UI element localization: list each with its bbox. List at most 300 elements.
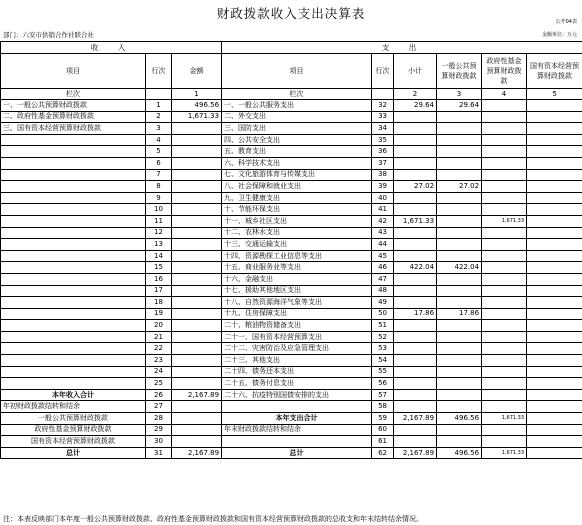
expense-line-cell: 50 (372, 308, 394, 320)
table-row (1, 239, 582, 251)
gov-fund-cell (482, 100, 527, 112)
state-capital-cell (527, 262, 582, 274)
subtotal-cell (394, 227, 437, 239)
table-row (1, 273, 582, 285)
table-row (1, 169, 582, 181)
income-item-cell: 三、国有资本经营预算财政拨款 (1, 123, 146, 135)
general-budget-cell (437, 123, 482, 135)
income-line-cell: 9 (146, 192, 172, 204)
income-amount-cell (172, 343, 222, 355)
general-budget-cell (437, 320, 482, 332)
income-line-cell: 8 (146, 181, 172, 193)
expense-line-cell: 35 (372, 134, 394, 146)
gov-fund-cell (482, 401, 527, 413)
expense-line-cell: 57 (372, 389, 394, 401)
general-budget-header: 一般公共预算财政拨款 (437, 54, 482, 89)
subtotal-cell: 422.04 (394, 262, 437, 274)
gov-fund-cell (482, 227, 527, 239)
income-amount-cell (172, 436, 222, 448)
income-line-cell: 23 (146, 355, 172, 367)
income-item-cell (1, 273, 146, 285)
subtotal-cell: 17.86 (394, 308, 437, 320)
expense-line-cell: 46 (372, 262, 394, 274)
table-row (1, 285, 582, 297)
income-item-cell: 总计 (1, 447, 146, 459)
general-budget-cell (437, 343, 482, 355)
gov-fund-cell (482, 343, 527, 355)
section-header-row (1, 42, 582, 54)
table-row (1, 413, 582, 425)
income-item-cell: 一般公共预算财政拨款 (1, 413, 146, 425)
col2-number: 2 (394, 89, 437, 100)
expense-line-cell: 49 (372, 297, 394, 309)
state-capital-cell (527, 157, 582, 169)
col3-number: 3 (437, 89, 482, 100)
table-row (1, 215, 582, 227)
income-amount-cell (172, 192, 222, 204)
subtotal-cell: 1,671.33 (394, 215, 437, 227)
income-amount-cell (172, 262, 222, 274)
gov-fund-cell (482, 111, 527, 123)
income-item-cell (1, 215, 146, 227)
gov-fund-cell (482, 389, 527, 401)
state-capital-cell (527, 192, 582, 204)
expense-item-cell: 二十三、其他支出 (222, 355, 372, 367)
gov-fund-cell (482, 262, 527, 274)
income-item-cell (1, 169, 146, 181)
subtotal-cell (394, 366, 437, 378)
gov-fund-header: 政府性基金预算财政拨款 (482, 54, 527, 89)
state-capital-cell (527, 343, 582, 355)
expense-line-cell: 58 (372, 401, 394, 413)
form-number: 公开04表 (555, 19, 577, 25)
general-budget-cell (437, 273, 482, 285)
general-budget-cell (437, 157, 482, 169)
expense-item-cell: 年末财政拨款结转和结余 (222, 424, 372, 436)
income-line-cell: 29 (146, 424, 172, 436)
subtotal-cell (394, 169, 437, 181)
state-capital-cell (527, 308, 582, 320)
income-line-cell: 5 (146, 146, 172, 158)
expense-line-cell: 61 (372, 436, 394, 448)
gov-fund-cell (482, 436, 527, 448)
subtotal-cell (394, 297, 437, 309)
gov-fund-cell (482, 169, 527, 181)
income-item-header: 项目 (1, 54, 146, 89)
income-amount-header: 金额 (172, 54, 222, 89)
income-amount-cell (172, 424, 222, 436)
gov-fund-cell (482, 424, 527, 436)
expense-line-cell: 37 (372, 157, 394, 169)
income-amount-cell: 2,167.89 (172, 389, 222, 401)
income-item-cell (1, 297, 146, 309)
income-line-cell: 13 (146, 239, 172, 251)
gov-fund-cell (482, 157, 527, 169)
table-row (1, 447, 582, 459)
expense-item-cell: 二、外交支出 (222, 111, 372, 123)
table-row (1, 262, 582, 274)
expense-line-cell: 45 (372, 250, 394, 262)
table-row (1, 355, 582, 367)
general-budget-cell (437, 436, 482, 448)
gov-fund-cell (482, 331, 527, 343)
income-item-cell (1, 262, 146, 274)
expense-item-cell: 二十、粮油物资储备支出 (222, 320, 372, 332)
gov-fund-cell (482, 146, 527, 158)
expense-item-cell: 十八、自然资源海洋气象等支出 (222, 297, 372, 309)
income-item-cell (1, 355, 146, 367)
gov-fund-cell (482, 250, 527, 262)
subtotal-cell (394, 273, 437, 285)
state-capital-cell (527, 273, 582, 285)
state-capital-cell (527, 378, 582, 390)
income-amount-cell (172, 297, 222, 309)
expense-line-cell: 43 (372, 227, 394, 239)
footnote: 注：本表反映部门本年度一般公共预算财政拨款、政府性基金预算财政拨款和国有资本经营预算财政拨款的总收支和年末结转结余情况。 (3, 515, 423, 523)
gov-fund-cell (482, 320, 527, 332)
expense-item-cell: 本年支出合计 (222, 413, 372, 425)
state-capital-cell (527, 169, 582, 181)
income-item-cell: 二、政府性基金预算财政拨款 (1, 111, 146, 123)
expense-item-cell: 三、国防支出 (222, 123, 372, 135)
income-item-cell: 政府性基金预算财政拨款 (1, 424, 146, 436)
general-budget-cell (437, 331, 482, 343)
income-line-cell: 15 (146, 262, 172, 274)
income-line-cell: 31 (146, 447, 172, 459)
subtotal-cell (394, 146, 437, 158)
income-line-cell: 24 (146, 366, 172, 378)
general-budget-cell (437, 366, 482, 378)
subtotal-cell (394, 401, 437, 413)
subtotal-cell (394, 204, 437, 216)
general-budget-cell (437, 355, 482, 367)
general-budget-cell (437, 250, 482, 262)
state-capital-cell (527, 250, 582, 262)
state-capital-cell (527, 297, 582, 309)
income-line-cell: 21 (146, 331, 172, 343)
income-item-cell (1, 157, 146, 169)
income-line-cell: 16 (146, 273, 172, 285)
general-budget-cell: 29.64 (437, 100, 482, 112)
expense-item-cell: 二十四、债务还本支出 (222, 366, 372, 378)
income-item-cell (1, 227, 146, 239)
expense-item-cell: 十六、金融支出 (222, 273, 372, 285)
gov-fund-cell (482, 134, 527, 146)
gov-fund-cell (482, 285, 527, 297)
gov-fund-cell (482, 123, 527, 135)
state-capital-cell (527, 134, 582, 146)
expense-item-cell: 十四、资源勘探工业信息等支出 (222, 250, 372, 262)
department-label: 部门：六安市供销合作社联合社 (3, 31, 94, 39)
income-item-cell (1, 285, 146, 297)
expense-line-cell: 39 (372, 181, 394, 193)
income-item-cell (1, 366, 146, 378)
table-row (1, 134, 582, 146)
income-line-header: 行次 (146, 54, 172, 89)
income-line-cell: 17 (146, 285, 172, 297)
expense-item-cell: 二十二、灾害防治及应急管理支出 (222, 343, 372, 355)
table-row (1, 227, 582, 239)
income-line-cell: 19 (146, 308, 172, 320)
general-budget-cell: 17.86 (437, 308, 482, 320)
income-amount-cell (172, 273, 222, 285)
income-amount-cell (172, 401, 222, 413)
table-row (1, 308, 582, 320)
expense-item-cell: 十三、交通运输支出 (222, 239, 372, 251)
subtotal-cell (394, 343, 437, 355)
expense-item-cell: 五、教育支出 (222, 146, 372, 158)
general-budget-cell (437, 285, 482, 297)
income-amount-cell (172, 181, 222, 193)
state-capital-cell (527, 447, 582, 459)
income-line-cell: 11 (146, 215, 172, 227)
expense-item-cell: 四、公共安全支出 (222, 134, 372, 146)
table-row (1, 297, 582, 309)
table-row (1, 250, 582, 262)
expense-item-cell: 六、科学技术支出 (222, 157, 372, 169)
gov-fund-cell (482, 378, 527, 390)
state-capital-cell (527, 204, 582, 216)
expense-item-cell: 一、一般公共服务支出 (222, 100, 372, 112)
table-row (1, 378, 582, 390)
state-capital-cell (527, 366, 582, 378)
state-capital-cell (527, 436, 582, 448)
state-capital-cell (527, 111, 582, 123)
subtotal-cell (394, 424, 437, 436)
expense-item-header: 项目 (222, 54, 372, 89)
general-budget-cell (437, 227, 482, 239)
expense-line-cell: 38 (372, 169, 394, 181)
subtotal-cell: 2,167.89 (394, 413, 437, 425)
income-line-cell: 3 (146, 123, 172, 135)
state-capital-cell (527, 181, 582, 193)
general-budget-cell: 422.04 (437, 262, 482, 274)
income-item-cell: 年初财政拨款结转和结余 (1, 401, 146, 413)
general-budget-cell (437, 204, 482, 216)
general-budget-cell: 496.56 (437, 413, 482, 425)
income-item-cell (1, 239, 146, 251)
state-capital-cell (527, 239, 582, 251)
subtotal-cell (394, 320, 437, 332)
report-title: 财政拨款收入支出决算表 (216, 6, 366, 21)
income-amount-cell (172, 227, 222, 239)
income-amount-cell (172, 146, 222, 158)
gov-fund-cell (482, 181, 527, 193)
table-row (1, 436, 582, 448)
table-row (1, 100, 582, 112)
income-column-label: 栏次 (1, 89, 146, 100)
income-amount-cell (172, 239, 222, 251)
gov-fund-cell (482, 239, 527, 251)
state-capital-cell (527, 355, 582, 367)
income-amount-cell (172, 250, 222, 262)
expense-line-cell: 51 (372, 320, 394, 332)
general-budget-cell (437, 424, 482, 436)
income-line-cell: 18 (146, 297, 172, 309)
subtotal-cell (394, 378, 437, 390)
table-row (1, 424, 582, 436)
general-budget-cell (437, 169, 482, 181)
income-item-cell (1, 378, 146, 390)
general-budget-cell (437, 239, 482, 251)
income-line-cell: 14 (146, 250, 172, 262)
gov-fund-cell (482, 273, 527, 285)
table-row (1, 331, 582, 343)
income-line-cell: 7 (146, 169, 172, 181)
income-item-cell (1, 250, 146, 262)
table-row (1, 204, 582, 216)
expense-line-cell: 44 (372, 239, 394, 251)
income-line-cell: 22 (146, 343, 172, 355)
income-line-cell: 27 (146, 401, 172, 413)
table-row (1, 192, 582, 204)
income-line-number-cell (146, 89, 172, 100)
table-row (1, 366, 582, 378)
income-amount-cell: 496.56 (172, 100, 222, 112)
expense-line-cell: 56 (372, 378, 394, 390)
table-row (1, 111, 582, 123)
expense-line-cell: 47 (372, 273, 394, 285)
income-amount-cell (172, 169, 222, 181)
expense-line-cell: 53 (372, 343, 394, 355)
expense-line-cell: 62 (372, 447, 394, 459)
income-line-cell: 30 (146, 436, 172, 448)
income-line-cell: 20 (146, 320, 172, 332)
income-item-cell (1, 343, 146, 355)
table-row (1, 320, 582, 332)
gov-fund-cell (482, 355, 527, 367)
expense-item-cell: 二十六、抗疫特别国债安排的支出 (222, 389, 372, 401)
subtotal-cell (394, 331, 437, 343)
subtotal-cell: 2,167.89 (394, 447, 437, 459)
expense-line-cell: 34 (372, 123, 394, 135)
col4-number: 4 (482, 89, 527, 100)
table-body (1, 100, 582, 459)
column-number-row (1, 89, 582, 100)
income-amount-cell (172, 134, 222, 146)
state-capital-cell (527, 215, 582, 227)
income-amount-cell (172, 320, 222, 332)
gov-fund-cell: 1,671.33 (482, 447, 527, 459)
subtotal-cell (394, 285, 437, 297)
expense-line-cell: 40 (372, 192, 394, 204)
expense-line-cell: 32 (372, 100, 394, 112)
expense-line-number-cell (372, 89, 394, 100)
subtotal-cell (394, 157, 437, 169)
income-amount-cell: 2,167.89 (172, 447, 222, 459)
state-capital-cell (527, 285, 582, 297)
expense-item-cell: 十二、农林水支出 (222, 227, 372, 239)
income-line-cell: 12 (146, 227, 172, 239)
income-item-cell (1, 308, 146, 320)
income-item-cell (1, 181, 146, 193)
income-line-cell: 4 (146, 134, 172, 146)
subtotal-cell (394, 123, 437, 135)
subtotal-cell (394, 192, 437, 204)
general-budget-cell (437, 215, 482, 227)
expense-item-cell: 二十一、国有资本经营预算支出 (222, 331, 372, 343)
subtotal-cell: 29.64 (394, 100, 437, 112)
expense-item-cell: 七、文化旅游体育与传媒支出 (222, 169, 372, 181)
income-line-cell: 1 (146, 100, 172, 112)
expense-item-cell: 九、卫生健康支出 (222, 192, 372, 204)
state-capital-cell (527, 227, 582, 239)
expense-item-cell (222, 436, 372, 448)
gov-fund-cell (482, 297, 527, 309)
general-budget-cell (437, 192, 482, 204)
expense-line-cell: 33 (372, 111, 394, 123)
income-item-cell (1, 192, 146, 204)
general-budget-cell (437, 146, 482, 158)
expense-line-cell: 48 (372, 285, 394, 297)
income-amount-cell (172, 378, 222, 390)
table-row (1, 389, 582, 401)
state-capital-cell (527, 146, 582, 158)
col1-number: 1 (172, 89, 222, 100)
expense-item-cell: 二十五、债务付息支出 (222, 378, 372, 390)
subtotal-cell (394, 239, 437, 251)
expense-line-cell: 36 (372, 146, 394, 158)
table-row (1, 123, 582, 135)
state-capital-cell (527, 331, 582, 343)
expense-line-cell: 55 (372, 366, 394, 378)
subtotal-cell (394, 355, 437, 367)
expense-line-cell: 59 (372, 413, 394, 425)
income-amount-cell (172, 355, 222, 367)
income-line-cell: 6 (146, 157, 172, 169)
column-header-row (1, 54, 582, 89)
expense-line-cell: 41 (372, 204, 394, 216)
income-item-cell (1, 320, 146, 332)
income-line-cell: 28 (146, 413, 172, 425)
state-capital-header: 国有资本经营预算财政拨款 (527, 54, 582, 89)
subtotal-header: 小计 (394, 54, 437, 89)
income-amount-cell: 1,671.33 (172, 111, 222, 123)
state-capital-cell (527, 123, 582, 135)
income-item-cell (1, 134, 146, 146)
state-capital-cell (527, 389, 582, 401)
state-capital-cell (527, 413, 582, 425)
income-amount-cell (172, 413, 222, 425)
income-amount-cell (172, 331, 222, 343)
gov-fund-cell (482, 192, 527, 204)
subtotal-cell (394, 111, 437, 123)
expense-line-header: 行次 (372, 54, 394, 89)
gov-fund-cell (482, 308, 527, 320)
state-capital-cell (527, 424, 582, 436)
income-item-cell (1, 146, 146, 158)
general-budget-cell (437, 297, 482, 309)
income-item-cell (1, 331, 146, 343)
general-budget-cell: 27.02 (437, 181, 482, 193)
income-amount-cell (172, 157, 222, 169)
gov-fund-cell: 1,671.33 (482, 413, 527, 425)
expense-item-cell: 十七、援助其他地区支出 (222, 285, 372, 297)
income-item-cell: 本年收入合计 (1, 389, 146, 401)
income-amount-cell (172, 123, 222, 135)
general-budget-cell (437, 111, 482, 123)
budget-table (0, 41, 582, 459)
expense-line-cell: 42 (372, 215, 394, 227)
state-capital-cell (527, 100, 582, 112)
state-capital-cell (527, 401, 582, 413)
expense-item-cell: 总计 (222, 447, 372, 459)
subtotal-cell (394, 436, 437, 448)
expense-item-cell: 十九、住房保障支出 (222, 308, 372, 320)
expense-item-cell (222, 401, 372, 413)
expense-column-label: 栏次 (222, 89, 372, 100)
unit-label: 金额单位：万元 (541, 32, 577, 38)
